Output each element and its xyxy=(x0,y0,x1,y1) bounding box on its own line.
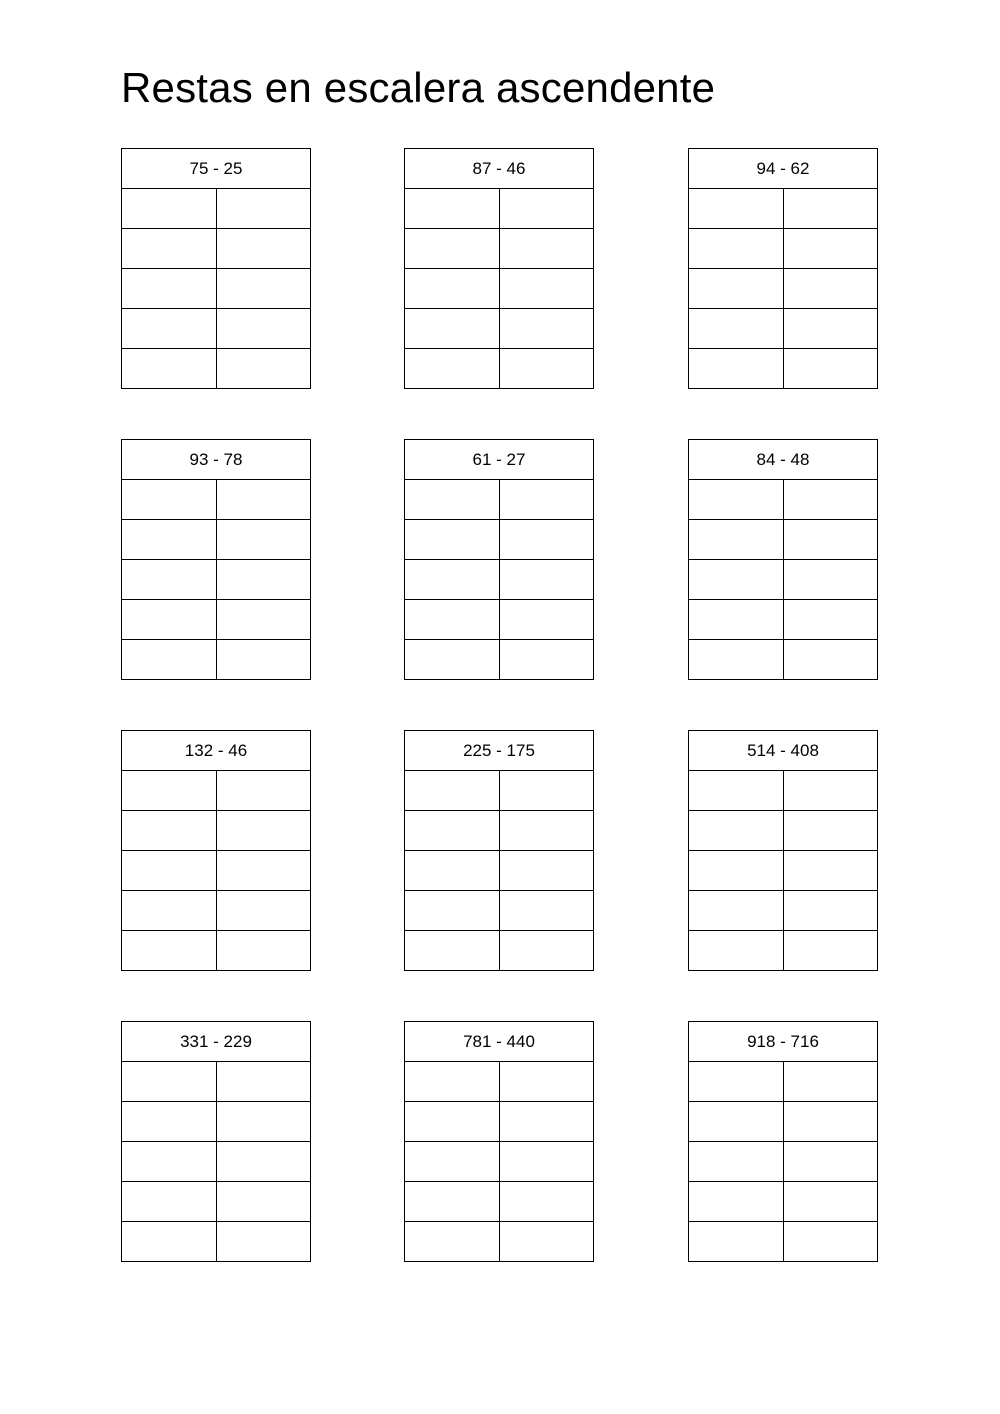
subtraction-exercise xyxy=(688,730,878,971)
answer-cell[interactable] xyxy=(689,229,784,268)
answer-row xyxy=(689,851,877,891)
page-title: Restas en escalera ascendente xyxy=(121,64,716,111)
answer-cell[interactable] xyxy=(405,189,500,228)
answer-cell[interactable] xyxy=(122,931,217,971)
answer-row xyxy=(689,1142,877,1182)
answer-cell[interactable] xyxy=(500,189,594,228)
answer-row xyxy=(689,1102,877,1142)
answer-cell[interactable] xyxy=(689,851,784,890)
answer-cell[interactable] xyxy=(405,1222,500,1262)
answer-cell[interactable] xyxy=(784,771,878,810)
answer-row xyxy=(689,189,877,229)
subtraction-exercise xyxy=(121,439,311,680)
answer-cell[interactable] xyxy=(217,600,311,639)
answer-row xyxy=(405,1102,593,1142)
answer-cell[interactable] xyxy=(122,480,217,519)
answer-cell[interactable] xyxy=(689,1062,784,1101)
answer-cell[interactable] xyxy=(405,269,500,308)
answer-cell[interactable] xyxy=(217,189,311,228)
answer-row xyxy=(122,229,310,269)
answer-cell[interactable] xyxy=(500,600,594,639)
answer-cell[interactable] xyxy=(784,269,878,308)
answer-cell[interactable] xyxy=(500,811,594,850)
answer-cell[interactable] xyxy=(217,1182,311,1221)
answer-row xyxy=(405,189,593,229)
answer-cell[interactable] xyxy=(122,811,217,850)
answer-cell[interactable] xyxy=(689,811,784,850)
answer-cell[interactable] xyxy=(405,600,500,639)
answer-cell[interactable] xyxy=(689,480,784,519)
answer-cell[interactable] xyxy=(217,269,311,308)
subtraction-exercise xyxy=(404,439,594,680)
answer-cell[interactable] xyxy=(405,851,500,890)
answer-cell[interactable] xyxy=(500,269,594,308)
subtraction-exercise xyxy=(404,148,594,389)
answer-row xyxy=(405,1182,593,1222)
answer-cell[interactable] xyxy=(405,520,500,559)
answer-cell[interactable] xyxy=(689,349,784,389)
answer-cell[interactable] xyxy=(217,1142,311,1181)
answer-cell[interactable] xyxy=(500,229,594,268)
answer-cell[interactable] xyxy=(500,851,594,890)
answer-cell[interactable] xyxy=(217,771,311,810)
answer-cell[interactable] xyxy=(784,891,878,930)
answer-cell[interactable] xyxy=(217,1102,311,1141)
answer-cell[interactable] xyxy=(784,1222,878,1262)
answer-cell[interactable] xyxy=(122,851,217,890)
answer-row xyxy=(405,1142,593,1182)
answer-cell[interactable] xyxy=(217,349,311,389)
answer-cell[interactable] xyxy=(217,309,311,348)
answer-row xyxy=(405,640,593,680)
answer-cell[interactable] xyxy=(784,309,878,348)
answer-row xyxy=(122,480,310,520)
answer-row xyxy=(122,189,310,229)
answer-cell[interactable] xyxy=(405,480,500,519)
exercise-label: 93 - 78 xyxy=(122,440,310,480)
answer-cell[interactable] xyxy=(405,640,500,680)
answer-cell[interactable] xyxy=(122,520,217,559)
answer-row xyxy=(122,811,310,851)
answer-row xyxy=(689,931,877,971)
answer-cell[interactable] xyxy=(405,309,500,348)
answer-cell[interactable] xyxy=(784,349,878,389)
answer-cell[interactable] xyxy=(784,811,878,850)
answer-row xyxy=(122,349,310,389)
subtraction-exercise xyxy=(688,148,878,389)
answer-row xyxy=(405,1222,593,1262)
answer-cell[interactable] xyxy=(405,229,500,268)
answer-cell[interactable] xyxy=(784,560,878,599)
answer-cell[interactable] xyxy=(500,771,594,810)
answer-cell[interactable] xyxy=(405,1182,500,1221)
subtraction-exercise xyxy=(688,1021,878,1262)
answer-cell[interactable] xyxy=(122,309,217,348)
answer-row xyxy=(122,640,310,680)
answer-cell[interactable] xyxy=(217,891,311,930)
answer-cell[interactable] xyxy=(217,520,311,559)
exercise-label: 514 - 408 xyxy=(689,731,877,771)
answer-row xyxy=(689,640,877,680)
answer-cell[interactable] xyxy=(405,349,500,389)
answer-cell[interactable] xyxy=(689,189,784,228)
answer-cell[interactable] xyxy=(689,560,784,599)
answer-row xyxy=(689,229,877,269)
answer-cell[interactable] xyxy=(784,851,878,890)
answer-row xyxy=(405,1062,593,1102)
answer-row xyxy=(689,811,877,851)
answer-row xyxy=(122,891,310,931)
answer-cell[interactable] xyxy=(500,1062,594,1101)
answer-row xyxy=(122,1102,310,1142)
answer-cell[interactable] xyxy=(784,189,878,228)
answer-cell[interactable] xyxy=(784,1102,878,1141)
answer-row xyxy=(689,1222,877,1262)
answer-row xyxy=(689,891,877,931)
subtraction-exercise xyxy=(688,439,878,680)
answer-row xyxy=(689,269,877,309)
subtraction-exercise xyxy=(121,730,311,971)
answer-row xyxy=(405,349,593,389)
subtraction-exercise xyxy=(121,1021,311,1262)
exercise-label: 918 - 716 xyxy=(689,1022,877,1062)
answer-cell[interactable] xyxy=(689,1142,784,1181)
answer-row xyxy=(689,1062,877,1102)
exercise-label: 75 - 25 xyxy=(122,149,310,189)
exercise-label: 225 - 175 xyxy=(405,731,593,771)
answer-cell[interactable] xyxy=(122,560,217,599)
answer-cell[interactable] xyxy=(500,1222,594,1262)
answer-cell[interactable] xyxy=(689,891,784,930)
subtraction-exercise xyxy=(404,730,594,971)
exercise-label: 94 - 62 xyxy=(689,149,877,189)
answer-row xyxy=(122,931,310,971)
answer-cell[interactable] xyxy=(689,931,784,971)
answer-cell[interactable] xyxy=(689,1102,784,1141)
answer-row xyxy=(405,931,593,971)
answer-cell[interactable] xyxy=(122,600,217,639)
answer-row xyxy=(122,1142,310,1182)
answer-row xyxy=(122,269,310,309)
answer-row xyxy=(122,1182,310,1222)
answer-cell[interactable] xyxy=(217,931,311,971)
exercise-label: 781 - 440 xyxy=(405,1022,593,1062)
answer-cell[interactable] xyxy=(500,931,594,971)
answer-cell[interactable] xyxy=(405,1142,500,1181)
answer-row xyxy=(689,480,877,520)
answer-cell[interactable] xyxy=(217,851,311,890)
answer-row xyxy=(122,309,310,349)
answer-cell[interactable] xyxy=(500,1142,594,1181)
answer-cell[interactable] xyxy=(217,560,311,599)
answer-cell[interactable] xyxy=(122,349,217,389)
answer-cell[interactable] xyxy=(217,1222,311,1262)
answer-cell[interactable] xyxy=(405,1062,500,1101)
answer-cell[interactable] xyxy=(217,229,311,268)
answer-row xyxy=(122,560,310,600)
answer-cell[interactable] xyxy=(122,1062,217,1101)
answer-cell[interactable] xyxy=(122,640,217,680)
answer-cell[interactable] xyxy=(500,1102,594,1141)
answer-cell[interactable] xyxy=(217,811,311,850)
answer-cell[interactable] xyxy=(784,1182,878,1221)
answer-row xyxy=(122,851,310,891)
subtraction-exercise xyxy=(121,148,311,389)
answer-cell[interactable] xyxy=(500,560,594,599)
answer-row xyxy=(122,600,310,640)
answer-cell[interactable] xyxy=(784,480,878,519)
exercise-label: 87 - 46 xyxy=(405,149,593,189)
answer-cell[interactable] xyxy=(405,931,500,971)
answer-cell[interactable] xyxy=(122,229,217,268)
answer-cell[interactable] xyxy=(405,560,500,599)
answer-row xyxy=(405,560,593,600)
answer-row xyxy=(405,309,593,349)
answer-cell[interactable] xyxy=(217,480,311,519)
answer-cell[interactable] xyxy=(500,640,594,680)
answer-cell[interactable] xyxy=(122,891,217,930)
answer-cell[interactable] xyxy=(500,309,594,348)
answer-cell[interactable] xyxy=(122,1142,217,1181)
answer-row xyxy=(122,520,310,560)
answer-cell[interactable] xyxy=(122,269,217,308)
answer-row xyxy=(689,520,877,560)
answer-row xyxy=(405,229,593,269)
answer-row xyxy=(405,600,593,640)
answer-cell[interactable] xyxy=(500,1182,594,1221)
answer-cell[interactable] xyxy=(405,1102,500,1141)
exercise-label: 331 - 229 xyxy=(122,1022,310,1062)
answer-cell[interactable] xyxy=(689,1182,784,1221)
answer-cell[interactable] xyxy=(500,891,594,930)
answer-cell[interactable] xyxy=(689,640,784,680)
answer-cell[interactable] xyxy=(500,520,594,559)
answer-cell[interactable] xyxy=(405,891,500,930)
answer-cell[interactable] xyxy=(784,1142,878,1181)
answer-cell[interactable] xyxy=(122,189,217,228)
answer-row xyxy=(689,600,877,640)
answer-row xyxy=(122,1062,310,1102)
answer-row xyxy=(405,891,593,931)
answer-row xyxy=(405,771,593,811)
exercise-label: 84 - 48 xyxy=(689,440,877,480)
answer-cell[interactable] xyxy=(405,811,500,850)
subtraction-exercise xyxy=(404,1021,594,1262)
answer-cell[interactable] xyxy=(689,771,784,810)
answer-cell[interactable] xyxy=(689,1222,784,1262)
answer-row xyxy=(405,851,593,891)
answer-row xyxy=(122,771,310,811)
answer-cell[interactable] xyxy=(784,600,878,639)
answer-cell[interactable] xyxy=(689,269,784,308)
answer-cell[interactable] xyxy=(122,1102,217,1141)
answer-row xyxy=(122,1222,310,1262)
answer-row xyxy=(689,349,877,389)
answer-cell[interactable] xyxy=(784,640,878,680)
answer-cell[interactable] xyxy=(217,640,311,680)
exercise-label: 132 - 46 xyxy=(122,731,310,771)
answer-row xyxy=(405,520,593,560)
answer-cell[interactable] xyxy=(784,1062,878,1101)
answer-cell[interactable] xyxy=(689,520,784,559)
answer-row xyxy=(405,811,593,851)
answer-cell[interactable] xyxy=(500,480,594,519)
answer-cell[interactable] xyxy=(405,771,500,810)
answer-row xyxy=(689,560,877,600)
answer-cell[interactable] xyxy=(784,931,878,971)
answer-row xyxy=(689,309,877,349)
answer-cell[interactable] xyxy=(500,349,594,389)
answer-cell[interactable] xyxy=(122,771,217,810)
answer-cell[interactable] xyxy=(784,520,878,559)
answer-cell[interactable] xyxy=(784,229,878,268)
answer-row xyxy=(405,480,593,520)
answer-row xyxy=(405,269,593,309)
answer-cell[interactable] xyxy=(689,600,784,639)
answer-row xyxy=(689,1182,877,1222)
answer-cell[interactable] xyxy=(122,1222,217,1262)
exercise-label: 61 - 27 xyxy=(405,440,593,480)
answer-cell[interactable] xyxy=(689,309,784,348)
answer-cell[interactable] xyxy=(217,1062,311,1101)
answer-cell[interactable] xyxy=(122,1182,217,1221)
answer-row xyxy=(689,771,877,811)
